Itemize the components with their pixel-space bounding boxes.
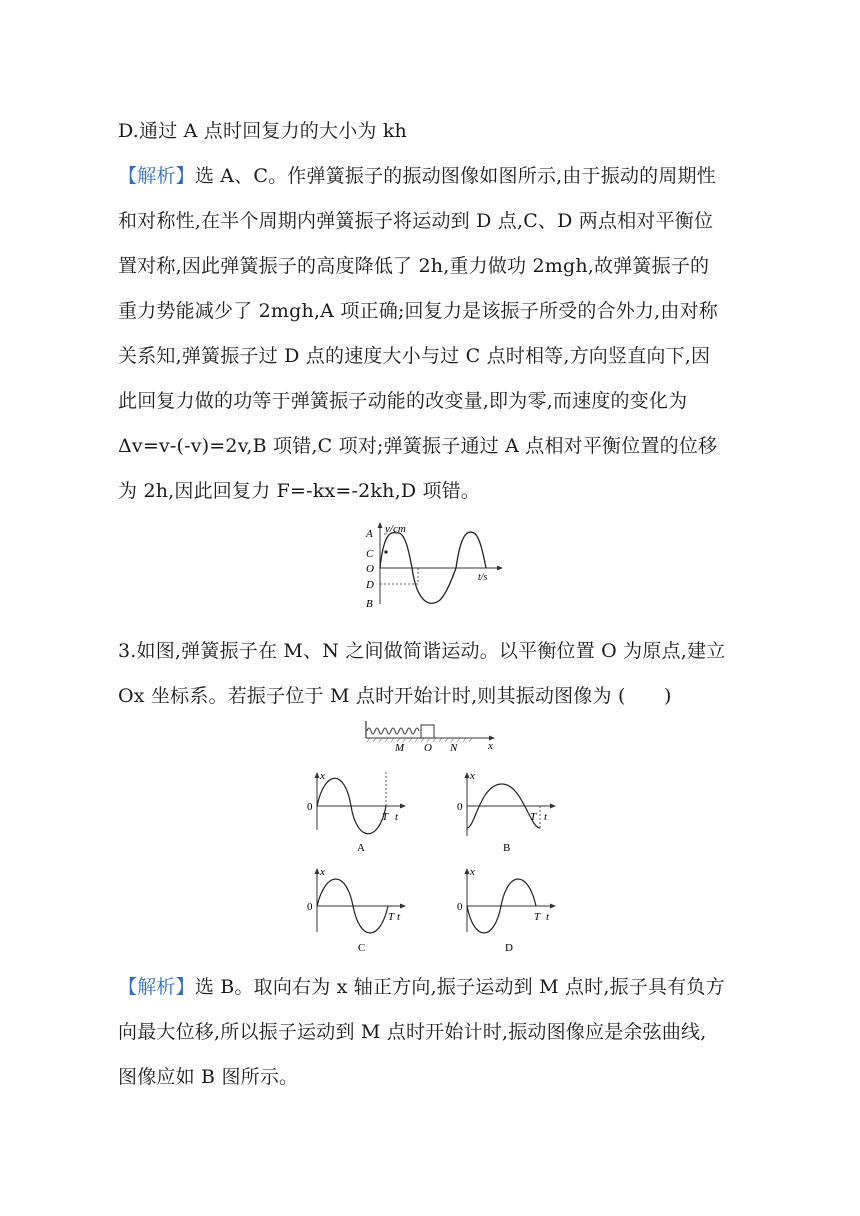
solution-line: Δv=v-(-v)=2v,B 项错,C 项对;弹簧振子通过 A 点相对平衡位置的位移 <box>118 435 718 457</box>
x-axis-arrow <box>315 772 320 778</box>
analysis-tag: 【解析】 <box>118 165 195 187</box>
x-axis-arrow <box>465 772 470 778</box>
option-letter: C <box>358 942 366 954</box>
option-letter: B <box>503 842 511 854</box>
t-axis-arrow <box>497 566 503 571</box>
label-m: M <box>395 742 405 752</box>
spring <box>367 728 419 734</box>
origin-label: 0 <box>457 801 463 813</box>
origin-label: 0 <box>307 901 313 913</box>
option-letter: A <box>357 842 365 854</box>
T-label: T <box>530 811 537 823</box>
solution-line: 此回复力做的功等于弹簧振子动能的改变量,即为零,而速度的变化为 <box>118 390 688 412</box>
solution-line: 置对称,因此弹簧振子的高度降低了 2h,重力做功 2mgh,故弹簧振子的 <box>118 255 710 277</box>
vibration-graph <box>362 518 512 610</box>
t-axis-arrow <box>550 804 556 809</box>
option-letter: D <box>505 942 513 954</box>
option-d-text: D.通过 A 点时回复力的大小为 kh <box>118 120 407 142</box>
solution-line: 和对称性,在半个周期内弹簧振子将运动到 D 点,C、D 两点相对平衡位 <box>118 210 714 232</box>
x-label: x <box>470 866 475 878</box>
x-axis-arrow <box>315 868 320 874</box>
t-label: t <box>397 911 401 923</box>
t-axis-arrow <box>550 904 556 909</box>
t-axis-arrow <box>400 804 406 809</box>
mark-c: C <box>366 548 374 560</box>
solution-line: 重力势能减少了 2mgh,A 项正确;回复力是该振子所受的合外力,由对称 <box>118 300 718 322</box>
solution-line: 图像应如 B 图所示。 <box>118 1066 299 1088</box>
option-graph-a <box>300 766 412 856</box>
mark-b: B <box>366 598 373 610</box>
solution-text: 选 B。取向右为 x 轴正方向,振子运动到 M 点时,振子具有负方 <box>194 976 725 998</box>
question-3-line: 3.如图,弹簧振子在 M、N 之间做简谐运动。以平衡位置 O 为原点,建立 <box>118 640 726 662</box>
label-n: N <box>450 742 458 752</box>
solution-line <box>118 972 725 999</box>
solution-text: 选 A、C。作弹簧振子的振动图像如图所示,由于振动的周期性 <box>194 165 716 187</box>
solution-line <box>118 161 716 188</box>
mark-a: A <box>366 528 373 540</box>
c-point <box>384 550 387 553</box>
t-label: t <box>546 911 550 923</box>
oscillator-block <box>421 725 434 738</box>
t-axis-arrow <box>400 904 406 909</box>
solution-line: 为 2h,因此回复力 F=-kx=-2kh,D 项错。 <box>118 480 481 502</box>
origin-label: 0 <box>307 801 313 813</box>
label-x: x <box>488 740 493 752</box>
y-axis-label: y/cm <box>385 523 406 535</box>
option-graph-d <box>450 862 562 954</box>
solution-line: 关系知,弹簧振子过 D 点的速度大小与过 C 点时相等,方向竖直向下,因 <box>118 345 711 367</box>
mark-d: D <box>366 579 374 591</box>
solution-line: 向最大位移,所以振子运动到 M 点时开始计时,振动图像应是余弦曲线, <box>118 1021 707 1043</box>
label-o: O <box>424 742 432 752</box>
x-label: x <box>470 770 475 782</box>
mark-o: O <box>366 563 374 575</box>
question-3-line: Ox 坐标系。若振子位于 M 点时开始计时,则其振动图像为 ( ) <box>118 685 672 707</box>
y-axis-arrow <box>378 522 383 528</box>
T-label: T <box>388 911 395 923</box>
t-label: t <box>544 811 548 823</box>
x-label: x <box>320 866 325 878</box>
t-label: t <box>395 811 399 823</box>
spring-oscillator <box>364 718 504 752</box>
t-axis-label: t/s <box>478 572 488 583</box>
option-graph-b <box>450 766 562 856</box>
T-label: T <box>534 911 541 923</box>
T-label: T <box>382 811 389 823</box>
x-axis-arrow <box>465 868 470 874</box>
x-label: x <box>320 770 325 782</box>
origin-label: 0 <box>457 901 463 913</box>
analysis-tag: 【解析】 <box>118 976 195 998</box>
option-graph-c <box>300 862 412 954</box>
